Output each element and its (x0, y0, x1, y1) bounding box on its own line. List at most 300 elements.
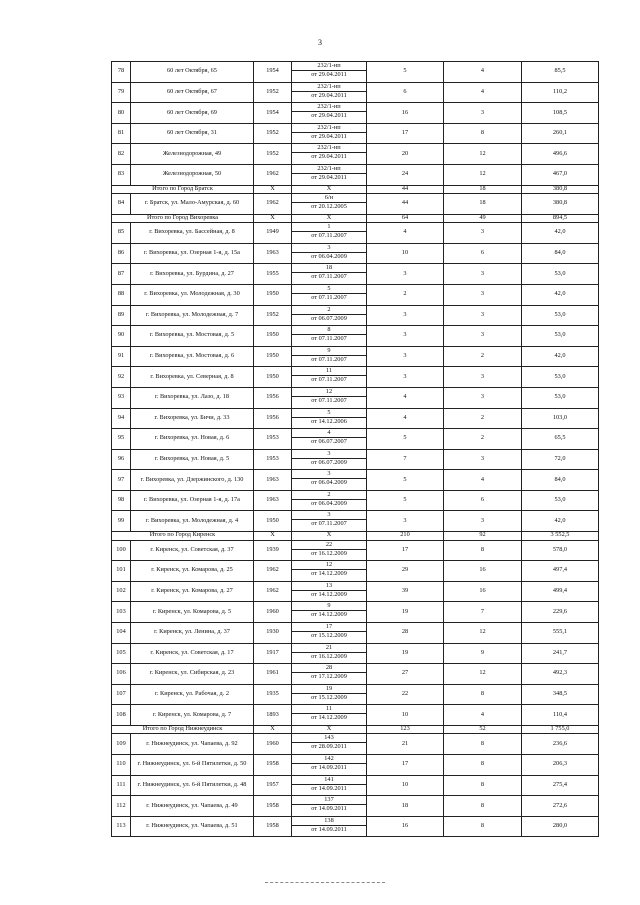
year-cell: 1950 (254, 284, 292, 305)
count-cell-1: 3 (367, 264, 444, 285)
row-number: 93 (112, 387, 131, 408)
area-cell: 229,6 (522, 602, 599, 623)
year-cell: 1949 (254, 223, 292, 244)
doc-cell: X (292, 185, 367, 194)
row-number: 83 (112, 164, 131, 185)
count-cell-2: 7 (444, 602, 522, 623)
count-cell-1: 7 (367, 449, 444, 470)
row-number: 102 (112, 581, 131, 602)
doc-cell: X (292, 725, 367, 734)
address-cell: г. Киренск, ул. Советская, д. 17 (131, 643, 254, 664)
count-cell-1: 4 (367, 408, 444, 429)
document-date: от 06.04.2009 (311, 479, 347, 487)
count-cell-2: 49 (444, 214, 522, 223)
count-cell-2: 4 (444, 62, 522, 83)
subtotal-row (112, 214, 599, 223)
document-number: 2 (292, 306, 366, 315)
subtotal-row (112, 725, 599, 734)
table-row (112, 643, 599, 664)
document-cell (292, 408, 367, 429)
count-cell-1: 20 (367, 144, 444, 165)
subtotal-label: Итого по Город Братск (112, 185, 254, 194)
year-cell: 1953 (254, 449, 292, 470)
document-number: 3 (292, 450, 366, 459)
document-cell (292, 103, 367, 124)
count-cell-1: 16 (367, 816, 444, 837)
area-cell: 206,3 (522, 755, 599, 776)
count-cell-2: 3 (444, 305, 522, 326)
count-cell-1: 19 (367, 643, 444, 664)
year-cell: 1939 (254, 540, 292, 561)
year-cell: 1953 (254, 429, 292, 450)
document-cell (292, 284, 367, 305)
year-cell: 1954 (254, 62, 292, 83)
document-date: от 07.11.2007 (311, 376, 347, 384)
count-cell-1: 3 (367, 305, 444, 326)
document-cell (292, 62, 367, 83)
document-date: от 07.11.2007 (311, 293, 347, 301)
document-date: от 14.12.2009 (311, 570, 347, 578)
document-date: от 14.09.2011 (311, 764, 347, 771)
document-date: от 14.09.2011 (311, 784, 347, 792)
count-cell-2: 2 (444, 429, 522, 450)
document-number: 4 (292, 429, 366, 438)
document-number: 5 (292, 409, 366, 418)
year-cell: 1955 (254, 264, 292, 285)
document-number: 232/1-нп (292, 165, 366, 174)
count-cell-1: 5 (367, 62, 444, 83)
count-cell-1: 24 (367, 164, 444, 185)
row-number: 80 (112, 103, 131, 124)
area-cell: 42,0 (522, 346, 599, 367)
table-row (112, 194, 599, 215)
row-number: 103 (112, 602, 131, 623)
address-cell: г. Вихоревка, ул. Бассейная, д. 8 (131, 223, 254, 244)
year-cell: 1958 (254, 755, 292, 776)
count-cell-1: 4 (367, 223, 444, 244)
year-cell: 1963 (254, 470, 292, 491)
document-cell (292, 734, 367, 755)
area-cell: 275,4 (522, 775, 599, 796)
doc-cell: X (292, 532, 367, 541)
area-cell: 53,0 (522, 326, 599, 347)
document-number: 13 (292, 582, 366, 591)
address-cell: г. Вихоревка, ул. Бурдина, д. 27 (131, 264, 254, 285)
address-cell: г. Нижнеудинск, ул. Чапаева, д. 51 (131, 816, 254, 837)
count-cell-1: 64 (367, 214, 444, 223)
document-cell (292, 144, 367, 165)
year-cell: X (254, 214, 292, 223)
year-cell: X (254, 725, 292, 734)
count-cell-1: 10 (367, 705, 444, 726)
address-cell: г. Нижнеудинск, ул. 6-й Пятилетки, д. 48 (131, 775, 254, 796)
area-cell: 110,4 (522, 705, 599, 726)
row-number: 108 (112, 705, 131, 726)
document-cell (292, 490, 367, 511)
address-cell: г. Нижнеудинск, ул. 6-й Пятилетки, д. 50 (131, 755, 254, 776)
document-date: от 29.04.2011 (311, 91, 347, 99)
table-row (112, 684, 599, 705)
document-number: 11 (292, 705, 366, 714)
document-cell (292, 775, 367, 796)
table-row (112, 305, 599, 326)
count-cell-2: 18 (444, 194, 522, 215)
document-date: от 07.11.2007 (311, 520, 347, 528)
row-number: 85 (112, 223, 131, 244)
count-cell-2: 3 (444, 103, 522, 124)
count-cell-2: 8 (444, 684, 522, 705)
count-cell-1: 4 (367, 387, 444, 408)
document-date: от 07.11.2007 (311, 335, 347, 343)
doc-cell: X (292, 214, 367, 223)
row-number: 86 (112, 243, 131, 264)
year-cell: 1950 (254, 367, 292, 388)
row-number: 100 (112, 540, 131, 561)
count-cell-1: 3 (367, 346, 444, 367)
area-cell: 467,0 (522, 164, 599, 185)
count-cell-1: 19 (367, 602, 444, 623)
count-cell-1: 5 (367, 470, 444, 491)
count-cell-1: 39 (367, 581, 444, 602)
count-cell-2: 92 (444, 532, 522, 541)
document-number: 137 (292, 796, 366, 805)
document-cell (292, 367, 367, 388)
table-row (112, 62, 599, 83)
table-row (112, 408, 599, 429)
document-date: от 29.04.2011 (311, 71, 347, 78)
table-row (112, 705, 599, 726)
count-cell-1: 29 (367, 561, 444, 582)
document-date: от 15.12.2009 (311, 631, 347, 639)
count-cell-2: 8 (444, 796, 522, 817)
address-cell: г. Киренск, ул. Комарова, д. 27 (131, 581, 254, 602)
area-cell: 497,4 (522, 561, 599, 582)
row-number: 107 (112, 684, 131, 705)
count-cell-2: 8 (444, 123, 522, 144)
table-row (112, 490, 599, 511)
document-number: 9 (292, 347, 366, 356)
document-number: 3 (292, 470, 366, 479)
count-cell-2: 8 (444, 734, 522, 755)
table-row (112, 123, 599, 144)
document-date: от 16.12.2009 (311, 652, 347, 660)
row-number: 91 (112, 346, 131, 367)
address-cell: г. Вихоревка, ул. Молодежная, д. 7 (131, 305, 254, 326)
address-cell: г. Киренск, ул. Сибирская, д. 23 (131, 664, 254, 685)
document-number: 3 (292, 244, 366, 253)
document-date: от 07.11.2007 (311, 396, 347, 404)
area-cell: 496,6 (522, 144, 599, 165)
year-cell: 1952 (254, 123, 292, 144)
document-date: от 14.12.2009 (311, 714, 347, 722)
count-cell-2: 8 (444, 816, 522, 837)
area-cell: 499,4 (522, 581, 599, 602)
address-cell: 60 лет Октября, 65 (131, 62, 254, 83)
year-cell: 1956 (254, 387, 292, 408)
year-cell: X (254, 185, 292, 194)
table-row (112, 511, 599, 532)
document-date: от 29.04.2011 (311, 132, 347, 140)
year-cell: 1961 (254, 664, 292, 685)
year-cell: 1952 (254, 144, 292, 165)
count-cell-2: 3 (444, 264, 522, 285)
year-cell: 1960 (254, 602, 292, 623)
address-cell: г. Киренск, ул. Комарова, д. 25 (131, 561, 254, 582)
area-cell: 42,0 (522, 223, 599, 244)
area-cell: 380,8 (522, 194, 599, 215)
year-cell: 1935 (254, 684, 292, 705)
address-cell: 60 лет Октября, 31 (131, 123, 254, 144)
count-cell-1: 10 (367, 243, 444, 264)
document-number: 2 (292, 491, 366, 500)
document-cell (292, 449, 367, 470)
document-number: 12 (292, 561, 366, 570)
count-cell-2: 12 (444, 664, 522, 685)
document-cell (292, 346, 367, 367)
address-cell: г. Вихоревка, ул. Молодежная, д. 30 (131, 284, 254, 305)
address-cell: г. Вихоревка, ул. Лазо, д. 18 (131, 387, 254, 408)
year-cell: 1960 (254, 734, 292, 755)
count-cell-1: 123 (367, 725, 444, 734)
document-cell (292, 264, 367, 285)
row-number: 84 (112, 194, 131, 215)
document-date: от 15.12.2009 (311, 693, 347, 701)
document-cell (292, 194, 367, 215)
year-cell: 1962 (254, 581, 292, 602)
document-date: от 07.11.2007 (311, 355, 347, 363)
address-cell: г. Вихоревка, ул. Мостовая, д. 5 (131, 326, 254, 347)
document-date: от 14.12.2009 (311, 590, 347, 598)
document-number: 21 (292, 644, 366, 653)
year-cell: 1963 (254, 490, 292, 511)
count-cell-2: 4 (444, 705, 522, 726)
table-row (112, 796, 599, 817)
count-cell-2: 8 (444, 540, 522, 561)
address-cell: г. Вихоревка, ул. Новая, д. 6 (131, 429, 254, 450)
table-row (112, 622, 599, 643)
table-row (112, 284, 599, 305)
row-number: 89 (112, 305, 131, 326)
year-cell: 1930 (254, 622, 292, 643)
document-number: 138 (292, 817, 366, 826)
area-cell: 53,0 (522, 387, 599, 408)
count-cell-1: 21 (367, 734, 444, 755)
address-cell: г. Киренск, ул. Рабочая, д. 2 (131, 684, 254, 705)
address-cell: 60 лет Октября, 67 (131, 82, 254, 103)
document-date: от 06.04.2009 (311, 252, 347, 260)
count-cell-2: 4 (444, 470, 522, 491)
document-date: от 06.07.2009 (311, 314, 347, 322)
area-cell: 260,1 (522, 123, 599, 144)
count-cell-2: 3 (444, 449, 522, 470)
count-cell-2: 6 (444, 243, 522, 264)
document-number: 17 (292, 623, 366, 632)
count-cell-1: 3 (367, 326, 444, 347)
document-date: от 07.11.2007 (311, 273, 347, 281)
document-number: 3 (292, 511, 366, 520)
area-cell: 236,6 (522, 734, 599, 755)
row-number: 105 (112, 643, 131, 664)
document-number: 232/1-нп (292, 144, 366, 153)
count-cell-2: 2 (444, 346, 522, 367)
row-number: 95 (112, 429, 131, 450)
count-cell-1: 16 (367, 103, 444, 124)
count-cell-1: 17 (367, 123, 444, 144)
document-cell (292, 622, 367, 643)
table-row (112, 429, 599, 450)
document-cell (292, 796, 367, 817)
count-cell-2: 6 (444, 490, 522, 511)
row-number: 110 (112, 755, 131, 776)
address-cell: 60 лет Октября, 69 (131, 103, 254, 124)
count-cell-1: 3 (367, 511, 444, 532)
count-cell-1: 44 (367, 185, 444, 194)
year-cell: 1962 (254, 561, 292, 582)
table-row (112, 449, 599, 470)
table-row (112, 326, 599, 347)
year-cell: 1957 (254, 775, 292, 796)
area-cell: 53,0 (522, 264, 599, 285)
area-cell: 492,3 (522, 664, 599, 685)
year-cell: 1893 (254, 705, 292, 726)
area-cell: 272,6 (522, 796, 599, 817)
count-cell-2: 3 (444, 511, 522, 532)
document-cell (292, 755, 367, 776)
year-cell: 1950 (254, 346, 292, 367)
document-number: 141 (292, 776, 366, 785)
document-cell (292, 684, 367, 705)
document-cell (292, 305, 367, 326)
document-number: 5 (292, 285, 366, 294)
table-row (112, 816, 599, 837)
table-row (112, 470, 599, 491)
document-number: 232/1-нп (292, 124, 366, 133)
document-number: 9 (292, 602, 366, 611)
table-row (112, 734, 599, 755)
area-cell: 53,0 (522, 490, 599, 511)
address-cell: г. Вихоревка, ул. Мостовая, д. 6 (131, 346, 254, 367)
count-cell-2: 4 (444, 82, 522, 103)
area-cell: 108,5 (522, 103, 599, 124)
table-row (112, 775, 599, 796)
table-row (112, 581, 599, 602)
housing-register-table (111, 61, 599, 837)
document-cell (292, 470, 367, 491)
document-date: от 14.12.2009 (311, 611, 347, 619)
count-cell-2: 12 (444, 622, 522, 643)
area-cell: 380,8 (522, 185, 599, 194)
row-number: 98 (112, 490, 131, 511)
subtotal-label: Итого по Город Вихоревка (112, 214, 254, 223)
document-number: 18 (292, 264, 366, 273)
table-row (112, 144, 599, 165)
address-cell: г. Вихоревка, ул. Северная, д. 8 (131, 367, 254, 388)
row-number: 90 (112, 326, 131, 347)
document-cell (292, 429, 367, 450)
document-date: от 29.04.2011 (311, 173, 347, 181)
document-cell (292, 602, 367, 623)
address-cell: г. Вихоревка, ул. Озерная 1-я, д. 15а (131, 243, 254, 264)
address-cell: г. Братск, ул. Мало-Амурская, д. 60 (131, 194, 254, 215)
document-date: от 14.09.2011 (311, 805, 347, 813)
address-cell: г. Вихоревка, ул. Озерная 1-я, д. 17а (131, 490, 254, 511)
document-number: 1 (292, 223, 366, 232)
document-cell (292, 705, 367, 726)
document-date: от 20.12.2005 (311, 203, 347, 211)
area-cell: 110,2 (522, 82, 599, 103)
bottom-divider (265, 882, 385, 883)
document-date: от 17.12.2009 (311, 673, 347, 681)
document-number: 142 (292, 755, 366, 764)
document-date: от 06.04.2009 (311, 499, 347, 507)
document-date: от 06.07.2009 (311, 458, 347, 466)
count-cell-1: 27 (367, 664, 444, 685)
document-cell (292, 561, 367, 582)
row-number: 106 (112, 664, 131, 685)
year-cell: 1950 (254, 511, 292, 532)
count-cell-2: 9 (444, 643, 522, 664)
row-number: 94 (112, 408, 131, 429)
table-row (112, 755, 599, 776)
document-cell (292, 540, 367, 561)
address-cell: Железнодорожная, 50 (131, 164, 254, 185)
address-cell: г. Вихоревка, ул. Бичи, д. 33 (131, 408, 254, 429)
address-cell: г. Киренск, ул. Советская, д. 37 (131, 540, 254, 561)
document-date: от 14.09.2011 (311, 825, 347, 833)
count-cell-2: 3 (444, 367, 522, 388)
area-cell: 65,5 (522, 429, 599, 450)
count-cell-2: 3 (444, 284, 522, 305)
row-number: 82 (112, 144, 131, 165)
document-cell (292, 164, 367, 185)
document-number: 11 (292, 367, 366, 376)
table-row (112, 223, 599, 244)
address-cell: г. Киренск, ул. Ленина, д. 37 (131, 622, 254, 643)
row-number: 104 (112, 622, 131, 643)
row-number: 92 (112, 367, 131, 388)
row-number: 112 (112, 796, 131, 817)
count-cell-2: 2 (444, 408, 522, 429)
table-row (112, 540, 599, 561)
document-cell (292, 82, 367, 103)
row-number: 99 (112, 511, 131, 532)
table-row (112, 103, 599, 124)
document-date: от 29.04.2011 (311, 153, 347, 161)
area-cell: 241,7 (522, 643, 599, 664)
count-cell-1: 22 (367, 684, 444, 705)
document-cell (292, 664, 367, 685)
document-date: от 07.11.2007 (311, 232, 347, 240)
subtotal-label: Итого по Город Нижнеудинск (112, 725, 254, 734)
row-number: 88 (112, 284, 131, 305)
area-cell: 72,0 (522, 449, 599, 470)
table-row (112, 602, 599, 623)
table-row (112, 243, 599, 264)
subtotal-row (112, 185, 599, 194)
area-cell: 53,0 (522, 367, 599, 388)
area-cell: 3 552,5 (522, 532, 599, 541)
area-cell: 103,0 (522, 408, 599, 429)
year-cell: 1958 (254, 796, 292, 817)
row-number: 109 (112, 734, 131, 755)
year-cell: X (254, 532, 292, 541)
address-cell: г. Вихоревка, ул. Молодежная, д. 4 (131, 511, 254, 532)
year-cell: 1956 (254, 408, 292, 429)
document-date: от 16.12.2009 (311, 549, 347, 557)
document-date: от 14.12.2006 (311, 417, 347, 425)
count-cell-1: 6 (367, 82, 444, 103)
year-cell: 1950 (254, 326, 292, 347)
